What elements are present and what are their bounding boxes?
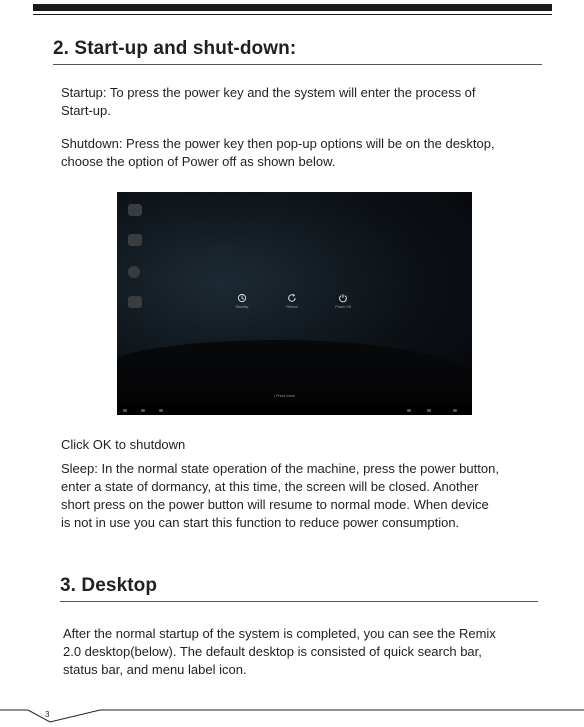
sleep-line-3: short press on the power button will resume to normal mode. When device: [61, 497, 489, 512]
desktop-line-2: 2.0 desktop(below). The default desktop is consisted of quick search bar,: [63, 644, 482, 659]
shutdown-caption: Click OK to shutdown: [61, 437, 186, 452]
screenshot-nav-bar: [117, 405, 472, 415]
standby-label: Standby: [235, 305, 249, 309]
clock-icon: [453, 409, 457, 412]
power-off-screenshot: [117, 192, 472, 415]
shutdown-line-2: choose the option of Power off as shown below.: [61, 154, 336, 169]
desktop-app-icon: [128, 204, 142, 216]
desktop-app-icon: [128, 266, 140, 278]
section-3-rule: [60, 601, 538, 602]
shutdown-line-1: Shutdown: Press the power key then pop-up options will be on the desktop,: [61, 136, 495, 151]
desktop-app-icon: [128, 234, 142, 246]
desktop-line-1: After the normal startup of the system is completed, you can see the Remix: [63, 626, 496, 641]
power-off-option[interactable]: [325, 293, 361, 309]
reboot-label: Reboot: [286, 305, 298, 309]
battery-icon: [427, 409, 431, 412]
startup-line-2: Start-up.: [61, 103, 111, 118]
landscape-silhouette: [117, 340, 472, 415]
standby-icon: [237, 293, 247, 303]
header-bar-thin: [33, 14, 552, 15]
power-off-label: Power Off: [335, 305, 351, 309]
startup-paragraph: [61, 84, 476, 120]
sleep-line-2: enter a state of dormancy, at this time, the screen will be closed. Another: [61, 479, 479, 494]
page-number: 3: [45, 710, 50, 719]
recent-apps-icon[interactable]: [159, 409, 163, 412]
sleep-line-1: Sleep: In the normal state operation of the machine, press the power button,: [61, 461, 499, 476]
wifi-icon: [407, 409, 411, 412]
shutdown-paragraph: [61, 135, 495, 171]
desktop-line-3: status bar, and menu label icon.: [63, 662, 247, 677]
section-3-heading: 3. Desktop: [60, 575, 158, 596]
power-icon: [338, 293, 348, 303]
desktop-app-icon: [128, 296, 142, 308]
home-icon[interactable]: [141, 409, 145, 412]
standby-option[interactable]: [224, 293, 260, 309]
sleep-paragraph: [61, 460, 499, 532]
section-2-rule: [53, 64, 542, 65]
sleep-line-4: is not in use you can start this function to reduce power consumption.: [61, 515, 460, 530]
startup-line-1: Startup: To press the power key and the system will enter the process of: [61, 85, 476, 100]
reboot-icon: [287, 293, 297, 303]
back-icon[interactable]: [123, 409, 127, 412]
header-bar-thick: [33, 4, 552, 11]
screenshot-status-text: • Press home: [274, 394, 295, 398]
section-2-heading: 2. Start-up and shut-down:: [53, 38, 297, 59]
footer-line: [0, 700, 584, 727]
desktop-paragraph: [63, 625, 496, 679]
reboot-option[interactable]: [274, 293, 310, 309]
